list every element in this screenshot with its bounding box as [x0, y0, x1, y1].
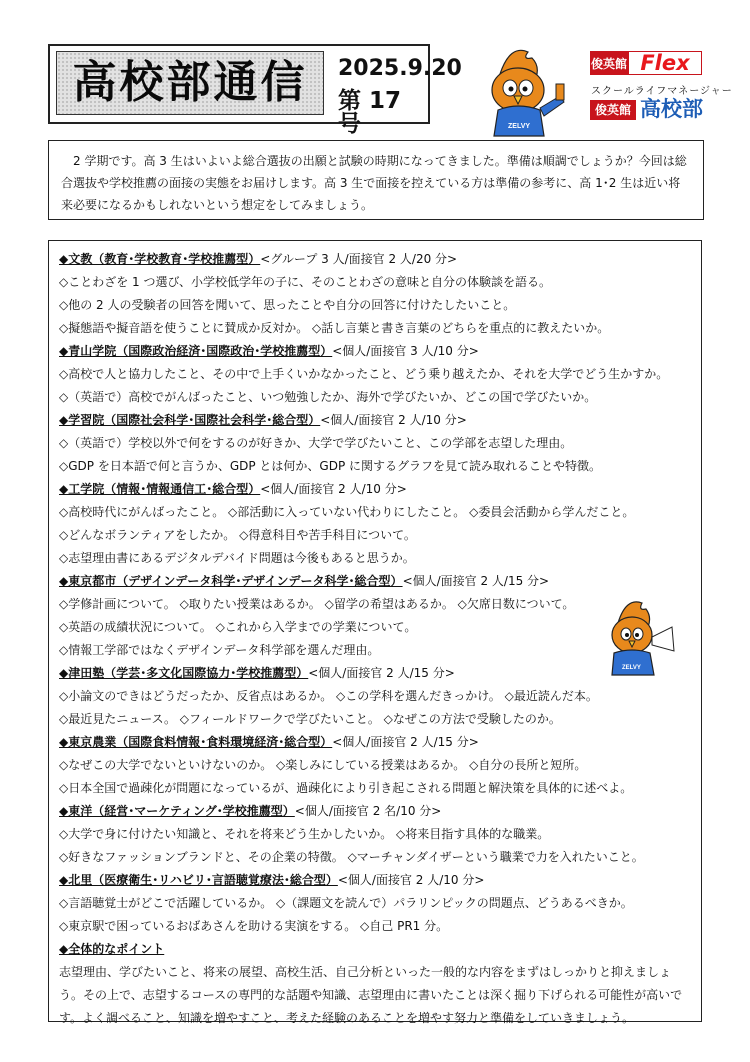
- university-name: ◆東京農業（国際食料情報･食料環境経済･総合型）: [59, 735, 333, 749]
- question-line: ◇言語聴覚士がどこで活躍しているか。 ◇（課題文を読んで）パラリンピックの問題点、どうあるべきか。: [59, 896, 633, 910]
- section-heading: [59, 731, 693, 754]
- university-name: ◆学習院（国際社会科学･国際社会科学･総合型）: [59, 413, 321, 427]
- summary-text: 志望理由、学びたいこと、将来の展望、高校生活、自己分析といった一般的な内容をまずはしっかりと抑えましょう。その上で、志望するコースの専門的な話題や知識、志望理由に書いたことは深く掘り下げられる可能性が高いです。よく調べること、知識を増やすこと、考えた経験のあることを増やす努力と準備をしていきましょう。: [59, 965, 683, 1025]
- section-heading: [59, 340, 693, 363]
- question-line: ◇学修計画について。 ◇取りたい授業はあるか。 ◇留学の希望はあるか。 ◇欠席日数について。: [59, 597, 575, 611]
- mascot-megaphone-illustration: [596, 597, 678, 677]
- question-line: ◇最近見たニュース。 ◇フィールドワークで学びたいこと。 ◇なぜこの方法で受験したのか。: [59, 712, 561, 726]
- university-name: ◆工学院（情報･情報通信工･総合型）: [59, 482, 261, 496]
- question-line: ◇英語の成績状況について。 ◇これから入学までの学業について。: [59, 620, 417, 634]
- question-line: ◇志望理由書にあるデジタルデバイド問題は今後もあると思うか。: [59, 551, 415, 565]
- summary-heading: [59, 938, 693, 961]
- question-line: ◇日本全国で過疎化が問題になっているが、過疎化により引き起こされる問題と解決策を具体的に述べよ。: [59, 781, 633, 795]
- question-line: ◇（英語で）高校でがんばったこと、いつ勉強したか、海外で学びたいか、どこの国で学びたいか。: [59, 390, 597, 404]
- question-line: ◇大学で身に付けたい知識と、それを将来どう生かしたいか。 ◇将来目指す具体的な職業。: [59, 827, 550, 841]
- question-line: ◇ことわざを 1 つ選び、小学校低学年の子に、そのことわざの意味と自分の体験談を語る。: [59, 275, 552, 289]
- highschool-logo-division: 高校部: [640, 97, 703, 121]
- section-heading: [59, 869, 693, 892]
- flex-logo-school: 俊英館: [590, 51, 628, 75]
- question-line: ◇情報工学部ではなくデザインデータ科学部を選んだ理由。: [59, 643, 380, 657]
- interview-format: <個人/面接官 2 人/15 分>: [402, 574, 550, 588]
- university-name: ◆文教（教育･学校教育･学校推薦型）: [59, 252, 261, 266]
- flex-logo: [590, 51, 702, 75]
- interview-format: <個人/面接官 2 人/10 分>: [320, 413, 467, 427]
- intro-text: 2 学期です。高 3 生はいよいよ総合選抜の出願と試験の時期になってきました。準備は順調でしょうか？今回は総合選抜や学校推薦の面接の実態をお届けします。高 3 生で面接を控えている方は準備の参考に、高 1･2 生は近い将来必要になるかもしれないという想定をしてみましょう。: [61, 154, 687, 212]
- mascot-shirt-text: ZELVY: [508, 123, 531, 130]
- interview-format: <グループ 3 人/面接官 2 人/20 分>: [260, 252, 458, 266]
- flex-logo-brand: Flex: [628, 51, 702, 75]
- question-line: ◇どんなボランティアをしたか。 ◇得意科目や苦手科目について。: [59, 528, 416, 542]
- question-line: ◇GDP を日本語で何と言うか、GDP とは何か、GDP に関するグラフを見て読み取れることや特徴。: [59, 459, 602, 473]
- question-line: ◇東京駅で困っているおばあさんを助ける実演をする。 ◇自己 PR1 分。: [59, 919, 449, 933]
- mascot-mid-shirt-text: ZELVY: [622, 665, 641, 671]
- masthead: [48, 44, 462, 137]
- interview-format: <個人/面接官 3 人/10 分>: [332, 344, 479, 358]
- interview-format: <個人/面接官 2 人/15 分>: [308, 666, 455, 680]
- section-heading: [59, 570, 693, 593]
- university-name: ◆東洋（経営･マーケティング･学校推薦型）: [59, 804, 295, 818]
- section-heading: [59, 248, 693, 271]
- interview-format: <個人/面接官 2 人/10 分>: [337, 873, 485, 887]
- question-line: ◇高校で人と協力したこと、その中で上手くいかなかったこと、どう乗り越えたか、それを大学でどう生かすか。: [59, 367, 669, 381]
- newsletter-title: 高校部通信: [72, 57, 308, 108]
- interview-format: <個人/面接官 2 名/10 分>: [294, 804, 442, 818]
- university-name: ◆東京都市（デザインデータ科学･デザインデータ科学･総合型）: [59, 574, 403, 588]
- interview-format: <個人/面接官 2 人/15 分>: [332, 735, 479, 749]
- mascot-illustration: [470, 44, 570, 140]
- question-line: ◇好きなファッションブランドと、その企業の特徴。 ◇マーチャンダイザーという職業で力を入れたいこと。: [59, 850, 644, 864]
- question-line: ◇なぜこの大学でないといけないのか。 ◇楽しみにしている授業はあるか。 ◇自分の長所と短所。: [59, 758, 587, 772]
- interview-format: <個人/面接官 2 人/10 分>: [260, 482, 407, 496]
- university-name: ◆北里（医療衛生･リハビリ･言語聴覚療法･総合型）: [59, 873, 338, 887]
- highschool-logo-school: 俊英館: [590, 100, 636, 120]
- issue-number: 第 17 号: [338, 88, 402, 137]
- highschool-logo: [590, 99, 703, 120]
- university-name: ◆青山学院（国際政治経済･国際政治･学校推薦型）: [59, 344, 333, 358]
- logo-subtitle: スクールライフマネージャー: [591, 86, 733, 97]
- question-line: ◇（英語で）学校以外で何をするのが好きか、大学で学びたいこと、この学部を志望した理由。: [59, 436, 573, 450]
- section-heading: [59, 409, 693, 432]
- question-line: ◇高校時代にがんばったこと。 ◇部活動に入っていない代わりにしたこと。 ◇委員会活動から学んだこと。: [59, 505, 635, 519]
- question-line: ◇小論文のできはどうだったか、反省点はあるか。 ◇この学科を選んだきっかけ。 ◇最近読んだ本。: [59, 689, 598, 703]
- title-panel: [56, 51, 324, 115]
- summary-heading-text: ◆全体的なポイント: [59, 942, 165, 956]
- section-heading: [59, 800, 693, 823]
- question-line: ◇他の 2 人の受験者の回答を聞いて、思ったことや自分の回答に付けたしたいこと。: [59, 298, 516, 312]
- intro-box: [48, 140, 704, 220]
- section-heading: [59, 478, 693, 501]
- question-line: ◇擬態語や擬音語を使うことに賛成か反対か。 ◇話し言葉と書き言葉のどちらを重点的に教えたいか。: [59, 321, 610, 335]
- interview-sections: [59, 248, 693, 938]
- issue-date: 2025.9.20: [338, 56, 462, 81]
- university-name: ◆津田塾（学芸･多文化国際協力･学校推薦型）: [59, 666, 309, 680]
